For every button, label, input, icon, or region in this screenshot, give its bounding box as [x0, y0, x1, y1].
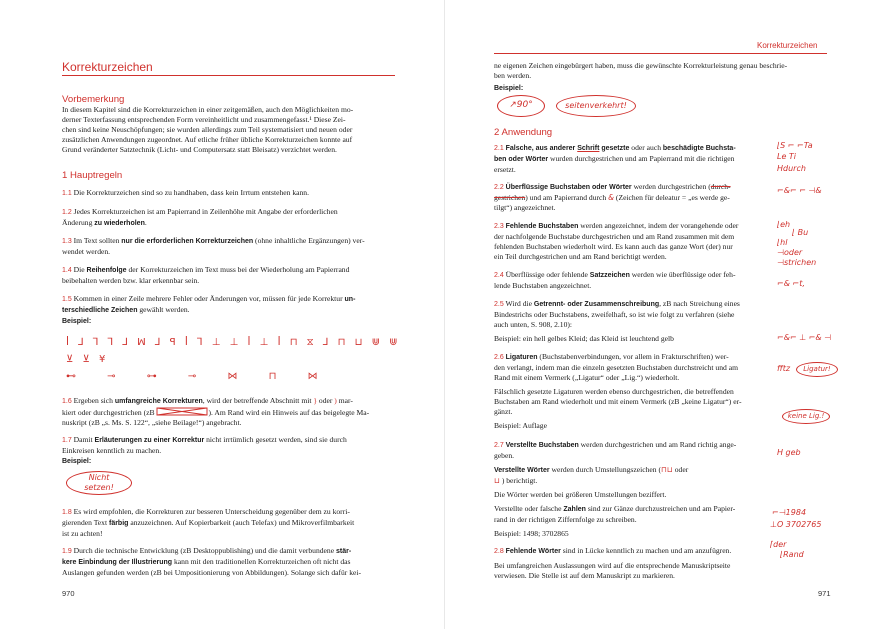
rule-text: nuskript (zB „s. Ms. S. 122“, „siehe Beilage!“) angebracht.: [62, 418, 242, 427]
rule-text: werden wie überflüssige oder feh-: [629, 270, 736, 279]
rule-text: geben.: [494, 451, 515, 460]
example-label: Beispiel:: [494, 85, 524, 92]
rule-text: kiert oder durchgestrichen (zB: [62, 408, 157, 417]
rule-text: Durch die technische Entwicklung (zB Desktoppublishing) und die damit verbundene: [73, 546, 336, 555]
rule-text: oder: [672, 465, 689, 474]
example-line: Beispiel: Auflage: [494, 421, 547, 430]
rule-text: (Buchstabenverbindungen, vor allem in Frakturschriften) wer-: [537, 352, 729, 361]
correction-symbols-row-2: ⊻ ⊻ ¥: [66, 354, 109, 365]
rule-emphasis: Überflüssige Buchstaben oder Wörter: [505, 184, 632, 191]
rule-text: Kommen in einer Zeile mehrere Fehler oder Änderungen vor, müssen für jede Korrektur: [73, 294, 345, 303]
rule-number: 2.4: [494, 272, 504, 279]
rule-number: 2.1: [494, 145, 504, 152]
margin-correction: ⌈der: [770, 540, 787, 549]
rule-text: gierenden Text: [62, 518, 109, 527]
example-label: Beispiel:: [62, 318, 92, 325]
rule-emphasis: gesetzte: [599, 145, 630, 152]
rule-text: werden durch Umstellungszeichen (: [549, 465, 661, 474]
rule-text: gewählt werden.: [137, 305, 190, 314]
rule-emphasis: beschädigte Buchsta-: [662, 145, 736, 152]
margin-correction: ⊣oder: [777, 248, 803, 257]
rule-2-8: [494, 546, 828, 581]
rule-text: anzuzeichnen. Auf Kopierbarkeit (auch Telefax) und Mikroverfilmbarkeit: [128, 518, 355, 527]
rule-text: ) und am Papierrand durch: [525, 193, 609, 202]
rotate-instruction-oval: ↗90°: [497, 95, 545, 117]
rule-emphasis: ben oder Wörter: [494, 156, 549, 163]
rule-text: der nachfolgende Buchstabe durchgestrichen und am Rand zusammen mit dem: [494, 232, 735, 241]
rule-1-6: [62, 396, 402, 428]
mirror-instruction-oval: seitenverkehrt!: [556, 95, 636, 117]
transpose-icon: ⊓⊔: [660, 465, 673, 474]
margin-correction: ⊥O 3702765: [770, 520, 822, 529]
preface-heading: Vorbemerkung: [62, 94, 125, 105]
rule-text: wurden durchgestrichen und am Papierrand mit die richtigen: [548, 154, 735, 163]
circled-note-line: setzen!: [84, 483, 114, 492]
rule-text: mar-: [336, 396, 353, 405]
strikethrough-box-example: [156, 407, 208, 416]
chapter-title: Korrekturzeichen: [62, 60, 153, 74]
rule-emphasis: Erläuterungen zu einer Korrektur: [94, 437, 205, 444]
rule-emphasis: stär-: [336, 548, 352, 555]
continuation-line: ben werden.: [494, 71, 532, 80]
struck-text: gestrichen: [494, 193, 526, 202]
rule-text: oder auch: [629, 143, 663, 152]
rule-emphasis: un-: [344, 296, 356, 303]
rule-text: Die: [73, 265, 87, 274]
rule-text: den verlangt, indem man die einzeln gesetzten Buchstaben durchstreicht und am: [494, 363, 738, 372]
rule-text: nicht irrtümlich gesetzt werden, sind sie durch: [204, 435, 347, 444]
section-heading-2: 2 Anwendung: [494, 127, 553, 138]
margin-correction: Hdurch: [777, 164, 806, 173]
rule-emphasis: terschiedliche Zeichen: [62, 307, 138, 314]
rule-emphasis: Verstellte Wörter: [494, 467, 550, 474]
preface-line: zusätzlichen Anwendungen zugeordnet. Auf etliche früher übliche Korrekturzeichen konnte auf: [62, 135, 353, 144]
rule-emphasis: Verstellte Buchstaben: [505, 442, 579, 449]
preface-line: Grund veränderter Satztechnik (Licht- und Computersatz statt Bleisatz) verzichtet werden.: [62, 145, 337, 154]
rule-number: 1.5: [62, 296, 72, 303]
rule-text: lende Buchstaben angezeichnet.: [494, 281, 592, 290]
running-head: Korrekturzeichen: [757, 41, 818, 50]
rule-text: gänzt.: [494, 407, 513, 416]
rule-number: 1.4: [62, 267, 72, 274]
rule-text: ersetzt.: [494, 165, 516, 174]
correction-symbols-row-3: ⊷ ⊸ ⊶ ⊸ ⋈ ⊓ ⋈: [66, 371, 332, 382]
rule-number: 1.3: [62, 238, 72, 245]
example-line: Beispiel: ein hell gelbes Kleid; das Kleid ist leuchtend gelb: [494, 334, 674, 343]
preface-line: chen sind keine Neuschöpfungen; sie wurden allerdings zum Teil systematisiert und neuen oder: [62, 125, 353, 134]
rule-text: Ergeben sich: [73, 396, 115, 405]
rule-text: werden angezeichnet, indem der vorangehende oder: [578, 221, 739, 230]
margin-correction: fftz: [777, 364, 791, 373]
rule-text: Die Korrekturzeichen sind so zu handhaben, dass kein Irrtum entstehen kann.: [73, 188, 309, 197]
continuation-text: [494, 61, 828, 94]
preface-line: In diesem Kapitel sind die Korrekturzeichen in einer zeitgemäßen, auch den Möglichkeiten mo-: [62, 105, 354, 114]
rule-emphasis: färbig: [108, 520, 129, 527]
preface-line: derner Texterfassung entsprechenden Form vereinheitlicht und zusammengefasst.¹ Diese Zei-: [62, 115, 346, 124]
rule-text: Rand mit einem Vermerk („Ligatur“ oder „Lig.“) wiederholt.: [494, 373, 680, 382]
rule-1-4: [62, 265, 402, 286]
bracket-transpose-icon: ⊔: [494, 476, 502, 485]
correction-symbols-row-1: ꟾ ⅃ ⅂ ⅂ ⅃ ꟽ ⅃ ꟼ ꟾ ⅂ ⊥ ⊥ ꟾ ⊥ ꟾ ⊓ ⧖ ⅃ ⊓ ⊔ ⋓ ⋓: [66, 337, 401, 348]
continuation-line: ne eigenen Zeichen eingebürgert haben, muss die gewünschte Korrekturleistung genau beschrie-: [494, 61, 788, 70]
margin-correction: ⌊Rand: [780, 550, 804, 559]
no-ligature-note-oval: keine Lig.!: [782, 409, 830, 424]
rule-number: 1.8: [62, 509, 72, 516]
rule-1-7: [62, 435, 402, 467]
rule-text: oder: [317, 396, 335, 405]
rule-text: Änderung: [62, 218, 95, 227]
rule-emphasis: zu wiederholen: [94, 220, 145, 227]
rule-emphasis: Getrennt- oder Zusammenschreibung: [533, 301, 660, 308]
rule-number: 2.3: [494, 223, 504, 230]
rule-text: Auslangen gefunden werden (zB bei Umpositionierung von Abbildungen). Solange sich dafür kei-: [62, 568, 362, 577]
page-number-left: 970: [62, 589, 75, 598]
rule-text: (ohne inhaltliche Ergänzungen) ver-: [253, 236, 365, 245]
rule-1-2: [62, 207, 402, 229]
rule-emphasis: umfangreiche Korrekturen: [114, 398, 203, 405]
margin-correction: ⌊ Bu: [792, 228, 809, 237]
rule-text: ) berichtigt.: [501, 476, 538, 485]
rule-text: sind in Lücke kenntlich zu machen und am anzufügren.: [560, 546, 732, 555]
rule-emphasis: nur die erforderlichen Korrekturzeichen: [121, 238, 254, 245]
rule-1-1: [62, 188, 402, 199]
rule-text: Bei umfangreichen Auslassungen wird auf die entsprechende Manuskriptseite: [494, 561, 731, 570]
rule-text: auch unten, S. 908, 2.10):: [494, 320, 573, 329]
margin-correction: ⌊hl: [777, 238, 788, 247]
rule-emphasis: Zahlen: [563, 506, 586, 513]
rule-number: 2.6: [494, 354, 504, 361]
margin-correction: ⊣strichen: [777, 258, 817, 267]
rule-text: verwiesen. Die Stelle ist auf dem Manuskript zu markieren.: [494, 571, 675, 580]
rule-number: 2.5: [494, 301, 504, 308]
section-heading-1: 1 Hauptregeln: [62, 170, 123, 181]
rule-text: Überflüssige oder fehlende: [505, 270, 590, 279]
rule-text: ist zu achten!: [62, 529, 103, 538]
preface-text: [62, 105, 402, 155]
rule-text: (Zeichen für deleatur = „es werde ge-: [614, 193, 730, 202]
brace-symbol: }: [313, 396, 317, 405]
example-label: Beispiel:: [62, 458, 92, 465]
rule-text: werden durchgestrichen und am Rand richtig ange-: [578, 440, 737, 449]
margin-correction: ⌐& ⌐t,: [777, 279, 805, 288]
rule-text: wendet werden.: [62, 247, 111, 256]
rule-number: 1.6: [62, 398, 72, 405]
rule-text: Verstellte oder falsche: [494, 504, 564, 513]
rule-text: Buchstaben am Rand wiederholt und mit einem Vermerk (zB „keine Ligatur“) er-: [494, 397, 742, 406]
rule-number: 2.2: [494, 184, 504, 191]
rule-text: werden durchgestrichen (: [631, 182, 711, 191]
bracket-symbol: ): [334, 396, 337, 405]
rule-text: Fälschlich gesetzte Ligaturen werden ebenso durchgestrichen, die betreffenden: [494, 387, 734, 396]
rule-emphasis: Falsche, aus anderer: [505, 145, 578, 152]
rule-1-8: [62, 507, 402, 539]
rule-1-3: [62, 236, 402, 257]
circled-note-line: Nicht: [88, 473, 110, 482]
rule-text: sind zur Gänze durchzustreichen und am Papier-: [585, 504, 736, 513]
example-line: Beispiel: 1498; 3702865: [494, 529, 569, 538]
margin-correction: ⌊S ⌐ ⌐Ta: [777, 141, 813, 150]
rule-emphasis: kere Einbindung der Illustrierung: [62, 559, 173, 566]
marked-word: Schrift: [577, 145, 600, 152]
rule-text: ein Teil durchgestrichen und am Rand berichtigt werden.: [494, 252, 667, 261]
rule-number: 1.2: [62, 209, 72, 216]
rule-text: Wird die: [505, 299, 534, 308]
rule-emphasis: Reihenfolge: [86, 267, 127, 274]
rule-text: ). Am Rand wird ein Hinweis auf das beigelegte Ma-: [208, 408, 370, 417]
ligature-note-oval: Ligatur!: [796, 362, 838, 377]
rule-emphasis: Fehlende Buchstaben: [505, 223, 579, 230]
rule-text: , wird der betreffende Abschnitt mit: [202, 396, 314, 405]
rule-text: beibehalten werden bzw. klar erkennbar sein.: [62, 276, 200, 285]
rule-number: 1.7: [62, 437, 72, 444]
chapter-title-rule: [62, 75, 395, 76]
rule-emphasis: Satzzeichen: [589, 272, 630, 279]
rule-text: Damit: [73, 435, 95, 444]
rule-text: , zB nach Streichung eines: [659, 299, 740, 308]
rule-emphasis: Ligaturen: [505, 354, 538, 361]
rule-text: der Korrekturzeichen im Text muss bei der Wiederholung am Papierrand: [126, 265, 350, 274]
circled-note-example: [66, 471, 132, 495]
rule-text: kann mit den traditionellen Korrekturzeichen oft nicht das: [172, 557, 351, 566]
margin-correction: ⌐&⌐ ⊥ ⌐& ⊣: [777, 333, 832, 342]
rule-text: Es wird empfohlen, die Korrekturen zur besseren Unterscheidung gegenüber dem zu korri-: [73, 507, 350, 516]
rule-number: 2.7: [494, 442, 504, 449]
margin-correction: ⌊eh: [777, 220, 791, 229]
deleatur-icon: &: [608, 193, 615, 202]
rule-number: 1.1: [62, 190, 72, 197]
rule-number: 1.9: [62, 548, 72, 555]
margin-correction: ⌐&⌐ ⌐ ⊣&: [777, 186, 822, 195]
rule-1-5: [62, 294, 402, 327]
rule-text: Die Wörter werden bei größeren Umstellungen beziffert.: [494, 490, 667, 499]
rule-emphasis: Fehlende Wörter: [505, 548, 561, 555]
margin-correction: ⌐⊣1984: [772, 508, 807, 517]
rule-text: Bindestrichs oder Buchstabens, zweifelhaft, so ist wie folgt zu verfahren (siehe: [494, 310, 735, 319]
page-number-right: 971: [818, 589, 831, 598]
rule-1-9: [62, 546, 402, 578]
rule-text: fehlenden Buchstaben wiederholt wird. Es kann auch das ganze Wort (der) nur: [494, 242, 733, 251]
margin-correction: H geb: [777, 448, 801, 457]
rule-text: .: [144, 218, 147, 227]
margin-correction: Le Ti: [777, 152, 797, 161]
running-head-rule: [494, 53, 827, 54]
rule-number: 2.8: [494, 548, 504, 555]
rule-text: rand in der richtigen Ziffernfolge zu schreiben.: [494, 515, 637, 524]
struck-text: durch-: [710, 182, 731, 191]
rule-text: Im Text sollten: [73, 236, 122, 245]
rule-text: Jedes Korrekturzeichen ist am Papierrand in Zeilenhöhe mit Angabe der erforderlichen: [73, 207, 338, 216]
rule-text: Einkreisen kenntlich zu machen.: [62, 446, 162, 455]
rule-text: tilgt“) angezeichnet.: [494, 203, 556, 212]
